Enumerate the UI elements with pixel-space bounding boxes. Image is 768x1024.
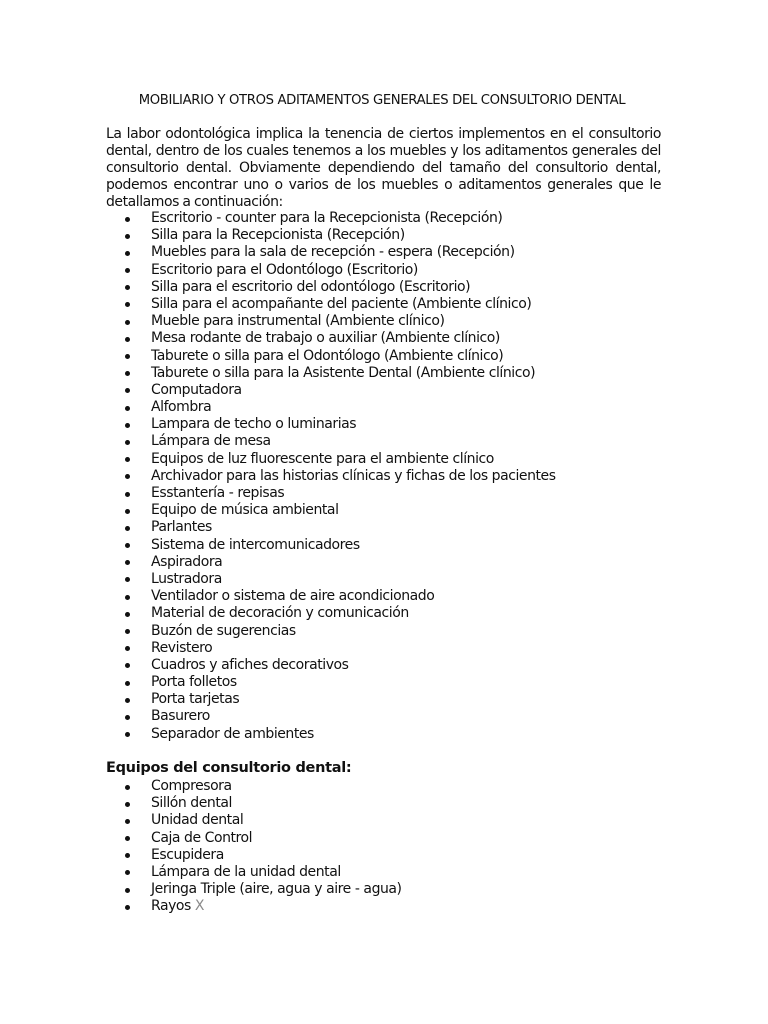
- list-item-text: Taburete o silla para el Odontólogo (Ambiente clínico): [151, 347, 504, 364]
- bullet-icon: [125, 853, 130, 858]
- list-item-text: Mueble para instrumental (Ambiente clínico): [151, 313, 445, 330]
- list-item-text: Mesa rodante de trabajo o auxiliar (Ambiente clínico): [151, 330, 500, 347]
- list-item-text: Lámpara de la unidad dental: [151, 863, 341, 880]
- list-item-text: Caja de Control: [151, 829, 253, 846]
- list-item-text: Equipos de luz fluorescente para el ambiente clínico: [151, 450, 494, 467]
- document-title: MOBILIARIO Y OTROS ADITAMENTOS GENERALES DEL CONSULTORIO DENTAL: [138, 93, 626, 108]
- list-item-text: Parlantes: [151, 519, 212, 536]
- list-item-text: Equipo de música ambiental: [151, 502, 339, 519]
- bullet-icon: [125, 785, 130, 790]
- list-item-text: Porta tarjetas: [151, 691, 240, 708]
- bullet-icon: [125, 302, 130, 307]
- intro-paragraph: La labor odontológica implica la tenencia de ciertos implementos en el consultorio dental, dentro de los cuales tenemos a los muebles y los aditamentos generales del consultorio dental. Obviamente dependiendo del tamaño del consultorio dental, podemos encontrar uno o varios de los muebles o aditamentos generales que le detallamos a continuación:: [106, 126, 661, 210]
- bullet-icon: [125, 337, 130, 342]
- list-item-text: Escritorio - counter para la Recepcionista (Recepción): [151, 210, 503, 226]
- bullet-icon: [125, 595, 130, 600]
- bullet-icon: [125, 423, 130, 428]
- list-item-text: Lampara de techo o luminarias: [151, 416, 357, 433]
- bullet-icon: [125, 492, 130, 497]
- list-item-text: Lámpara de mesa: [151, 433, 271, 450]
- bullet-icon: [125, 646, 130, 651]
- bullet-icon: [125, 681, 130, 686]
- bullet-icon: [125, 802, 130, 807]
- bullet-icon: [125, 836, 130, 841]
- equipment-heading: Equipos del consultorio dental:: [106, 760, 352, 776]
- bullet-icon: [125, 320, 130, 325]
- bullet-icon: [125, 715, 130, 720]
- list-item-text: Basurero: [151, 708, 210, 725]
- bullet-icon: [125, 388, 130, 393]
- list-item-text: Buzón de sugerencias: [151, 622, 296, 639]
- bullet-icon: [125, 217, 130, 222]
- bullet-icon: [125, 577, 130, 582]
- bullet-icon: [125, 509, 130, 514]
- list-item-text: Separador de ambientes: [151, 725, 314, 742]
- list-item-text: Cuadros y afiches decorativos: [151, 656, 349, 673]
- bullet-icon: [125, 819, 130, 824]
- list-item-text: Material de decoración y comunicación: [151, 605, 409, 622]
- bullet-icon: [125, 560, 130, 565]
- bullet-icon: [125, 440, 130, 445]
- list-item-text: Unidad dental: [151, 812, 244, 829]
- x-letter: X: [194, 898, 205, 915]
- list-item-text: Sistema de intercomunicadores: [151, 536, 360, 553]
- bullet-icon: [125, 406, 130, 411]
- list-item-text: Porta folletos: [151, 674, 237, 691]
- list-item-text: Sillón dental: [151, 795, 232, 812]
- list-item-text: Revistero: [151, 639, 213, 656]
- bullet-icon: [125, 543, 130, 548]
- bullet-icon: [125, 474, 130, 479]
- list-item-text: Ventilador o sistema de aire acondicionado: [151, 588, 435, 605]
- list-item-text: Lustradora: [151, 570, 222, 587]
- list-item-text: Silla para la Recepcionista (Recepción): [151, 227, 405, 244]
- bullet-icon: [125, 870, 130, 875]
- bullet-icon: [125, 526, 130, 531]
- bullet-icon: [125, 234, 130, 239]
- list-item-text: Archivador para las historias clínicas y fichas de los pacientes: [151, 467, 556, 484]
- bullet-icon: [125, 663, 130, 668]
- bullet-icon: [125, 732, 130, 737]
- bullet-icon: [125, 888, 130, 893]
- list-item-text: Esstantería - repisas: [151, 485, 285, 501]
- bullet-icon: [125, 251, 130, 256]
- list-item-text: Aspiradora: [151, 553, 223, 570]
- bullet-icon: [125, 612, 130, 617]
- bullet-icon: [125, 268, 130, 273]
- bullet-icon: [125, 354, 130, 359]
- rayos-label: Rayos: [151, 898, 195, 915]
- list-item-text: [151, 898, 204, 915]
- list-item-text: Taburete o silla para la Asistente Dental (Ambiente clínico): [151, 364, 536, 381]
- bullet-icon: [125, 371, 130, 376]
- list-item-text: Escritorio para el Odontólogo (Escritorio): [151, 261, 418, 278]
- list-item-text: Silla para el escritorio del odontólogo (Escritorio): [151, 278, 471, 295]
- bullet-icon: [125, 285, 130, 290]
- list-item-text: Alfombra: [151, 399, 212, 416]
- list-item-text: Jeringa Triple (aire, agua y aire - agua): [151, 881, 402, 898]
- list-item-text: Computadora: [151, 381, 242, 398]
- list-item-text: Muebles para la sala de recepción - espera (Recepción): [151, 244, 515, 261]
- list-item-text: Compresora: [151, 778, 232, 794]
- list-item-text: Silla para el acompañante del paciente (Ambiente clínico): [151, 295, 532, 312]
- bullet-icon: [125, 457, 130, 462]
- list-item-text: Escupidera: [151, 846, 224, 863]
- bullet-icon: [125, 629, 130, 634]
- bullet-icon: [125, 905, 130, 910]
- bullet-icon: [125, 698, 130, 703]
